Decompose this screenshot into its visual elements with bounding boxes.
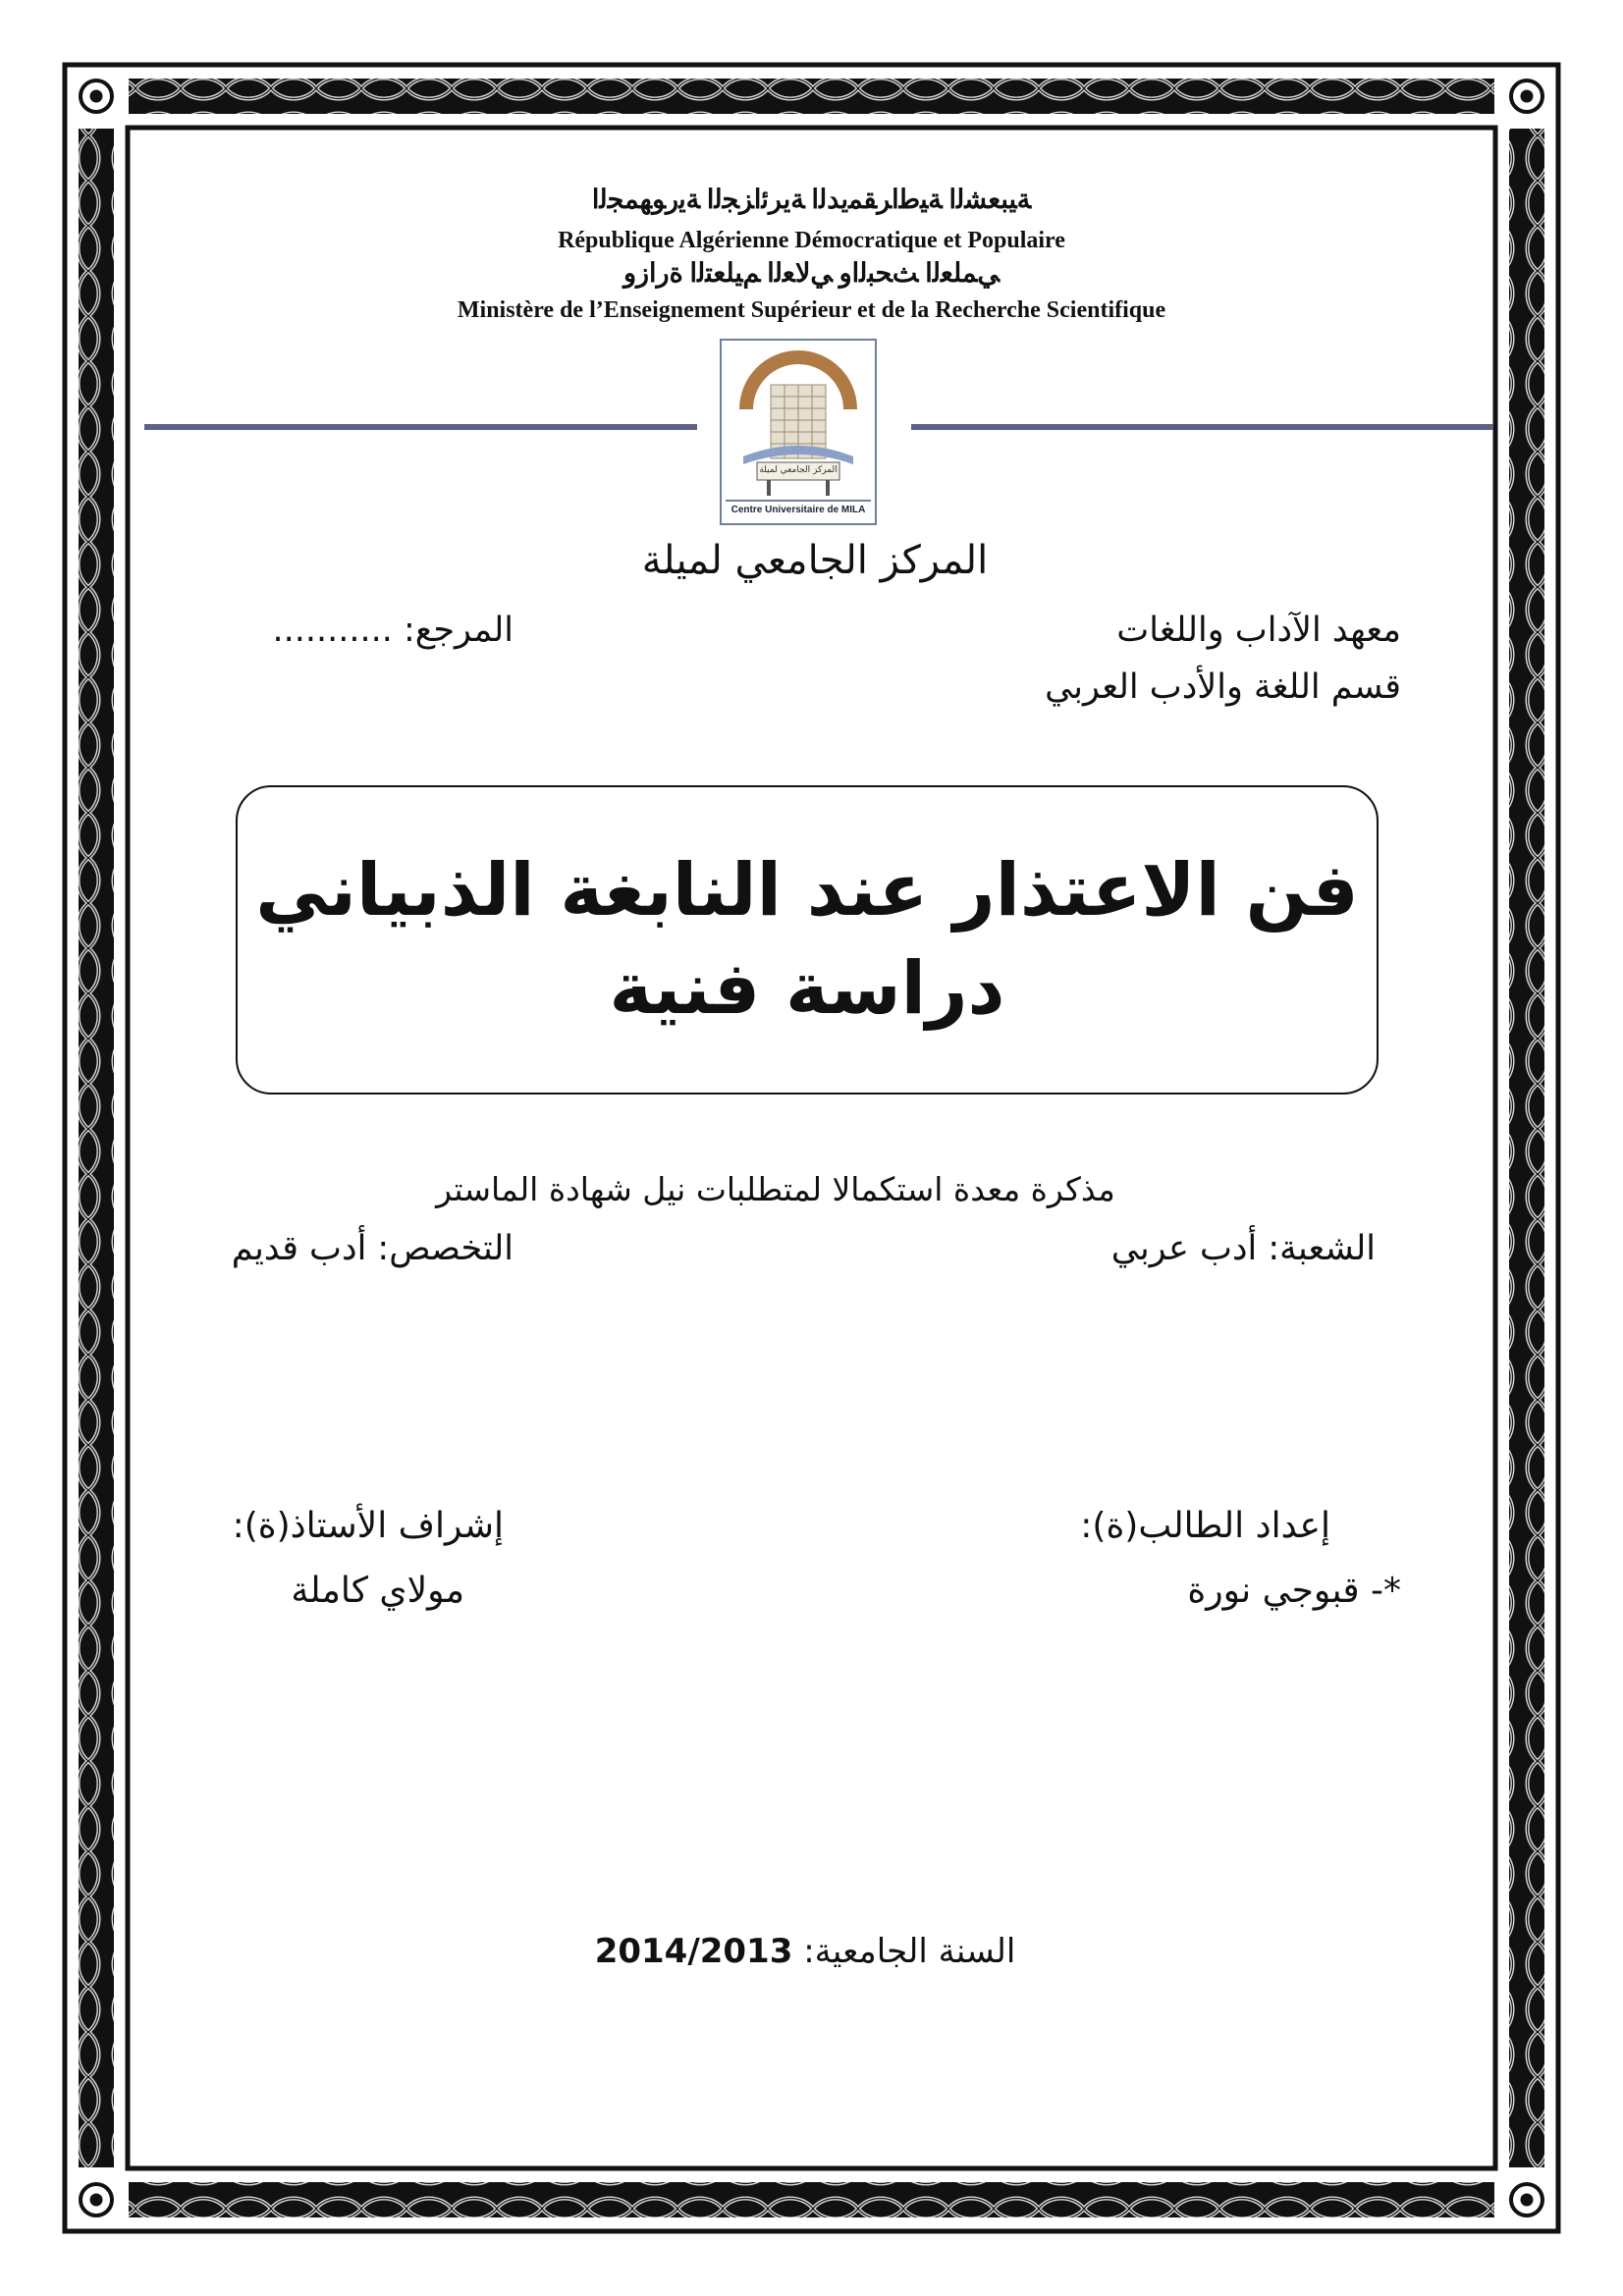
department-name: قسم اللغة والأدب العربي: [1045, 667, 1401, 707]
header-ministry-fr: Ministère de l’Enseignement Supérieur et de la Recherche Scientifique: [457, 297, 1166, 323]
university-logo: [720, 339, 877, 525]
supervisor-label: إشراف الأستاذ(ة):: [232, 1506, 504, 1546]
logo-banner-text: المركز الجامعي لميلة: [759, 465, 838, 475]
supervisor-name: مولاي كاملة: [291, 1571, 464, 1611]
student-name: *- قبوجي نورة: [1187, 1571, 1401, 1611]
academic-year-value: 2014/2013: [594, 1932, 793, 1971]
header-rule-right: [911, 424, 1493, 430]
specialty-field: التخصص: أدب قديم: [231, 1229, 514, 1268]
thesis-title-line-1: فن الاعتذار عند النابغة الذبياني: [255, 847, 1359, 933]
thesis-title-box: [236, 785, 1379, 1095]
student-label: إعداد الطالب(ة):: [1080, 1506, 1330, 1546]
header-rule-left: [144, 424, 697, 430]
border-band-right: [1509, 129, 1544, 2167]
institute-name: معهد الآداب واللغات: [1116, 611, 1401, 650]
header-republic-fr: République Algérienne Démocratique et Populaire: [558, 228, 1065, 253]
academic-year-label: السنة الجامعية:: [803, 1932, 1016, 1971]
branch-field: الشعبة: أدب عربي: [1110, 1229, 1376, 1268]
center-name: المركز الجامعي لميلة: [641, 538, 989, 583]
header-arabic-garbled-1: ﺔﻴﺒﻌﺸﻟا ﺔﻴﻃاﺮﻘﻤﻳﺪﻟا ﺔﻳﺮﺋاﺰﺠﻟا ﺔﻳرﻮﻬﻤﺠﻟا: [591, 185, 1032, 214]
academic-year: [550, 1932, 1060, 1971]
reference-number: المرجع: ...........: [272, 611, 514, 650]
border-band-bottom: [129, 2182, 1494, 2217]
border-band-top: [129, 79, 1494, 114]
thesis-statement: مذكرة معدة استكمالا لمتطلبات نيل شهادة الماستر: [436, 1170, 1115, 1208]
logo-caption: Centre Universitaire de MILA: [726, 500, 871, 519]
border-band-left: [79, 129, 114, 2167]
header-arabic-garbled-2: ﻲﻤﻠﻌﻟا ﺚﺤﺒﻟاو ﻲﻟﺎﻌﻟا ﻢﻴﻠﻌﺘﻟا ةرازو: [622, 258, 1001, 288]
thesis-title-line-2: دراسة فنية: [609, 945, 1005, 1031]
